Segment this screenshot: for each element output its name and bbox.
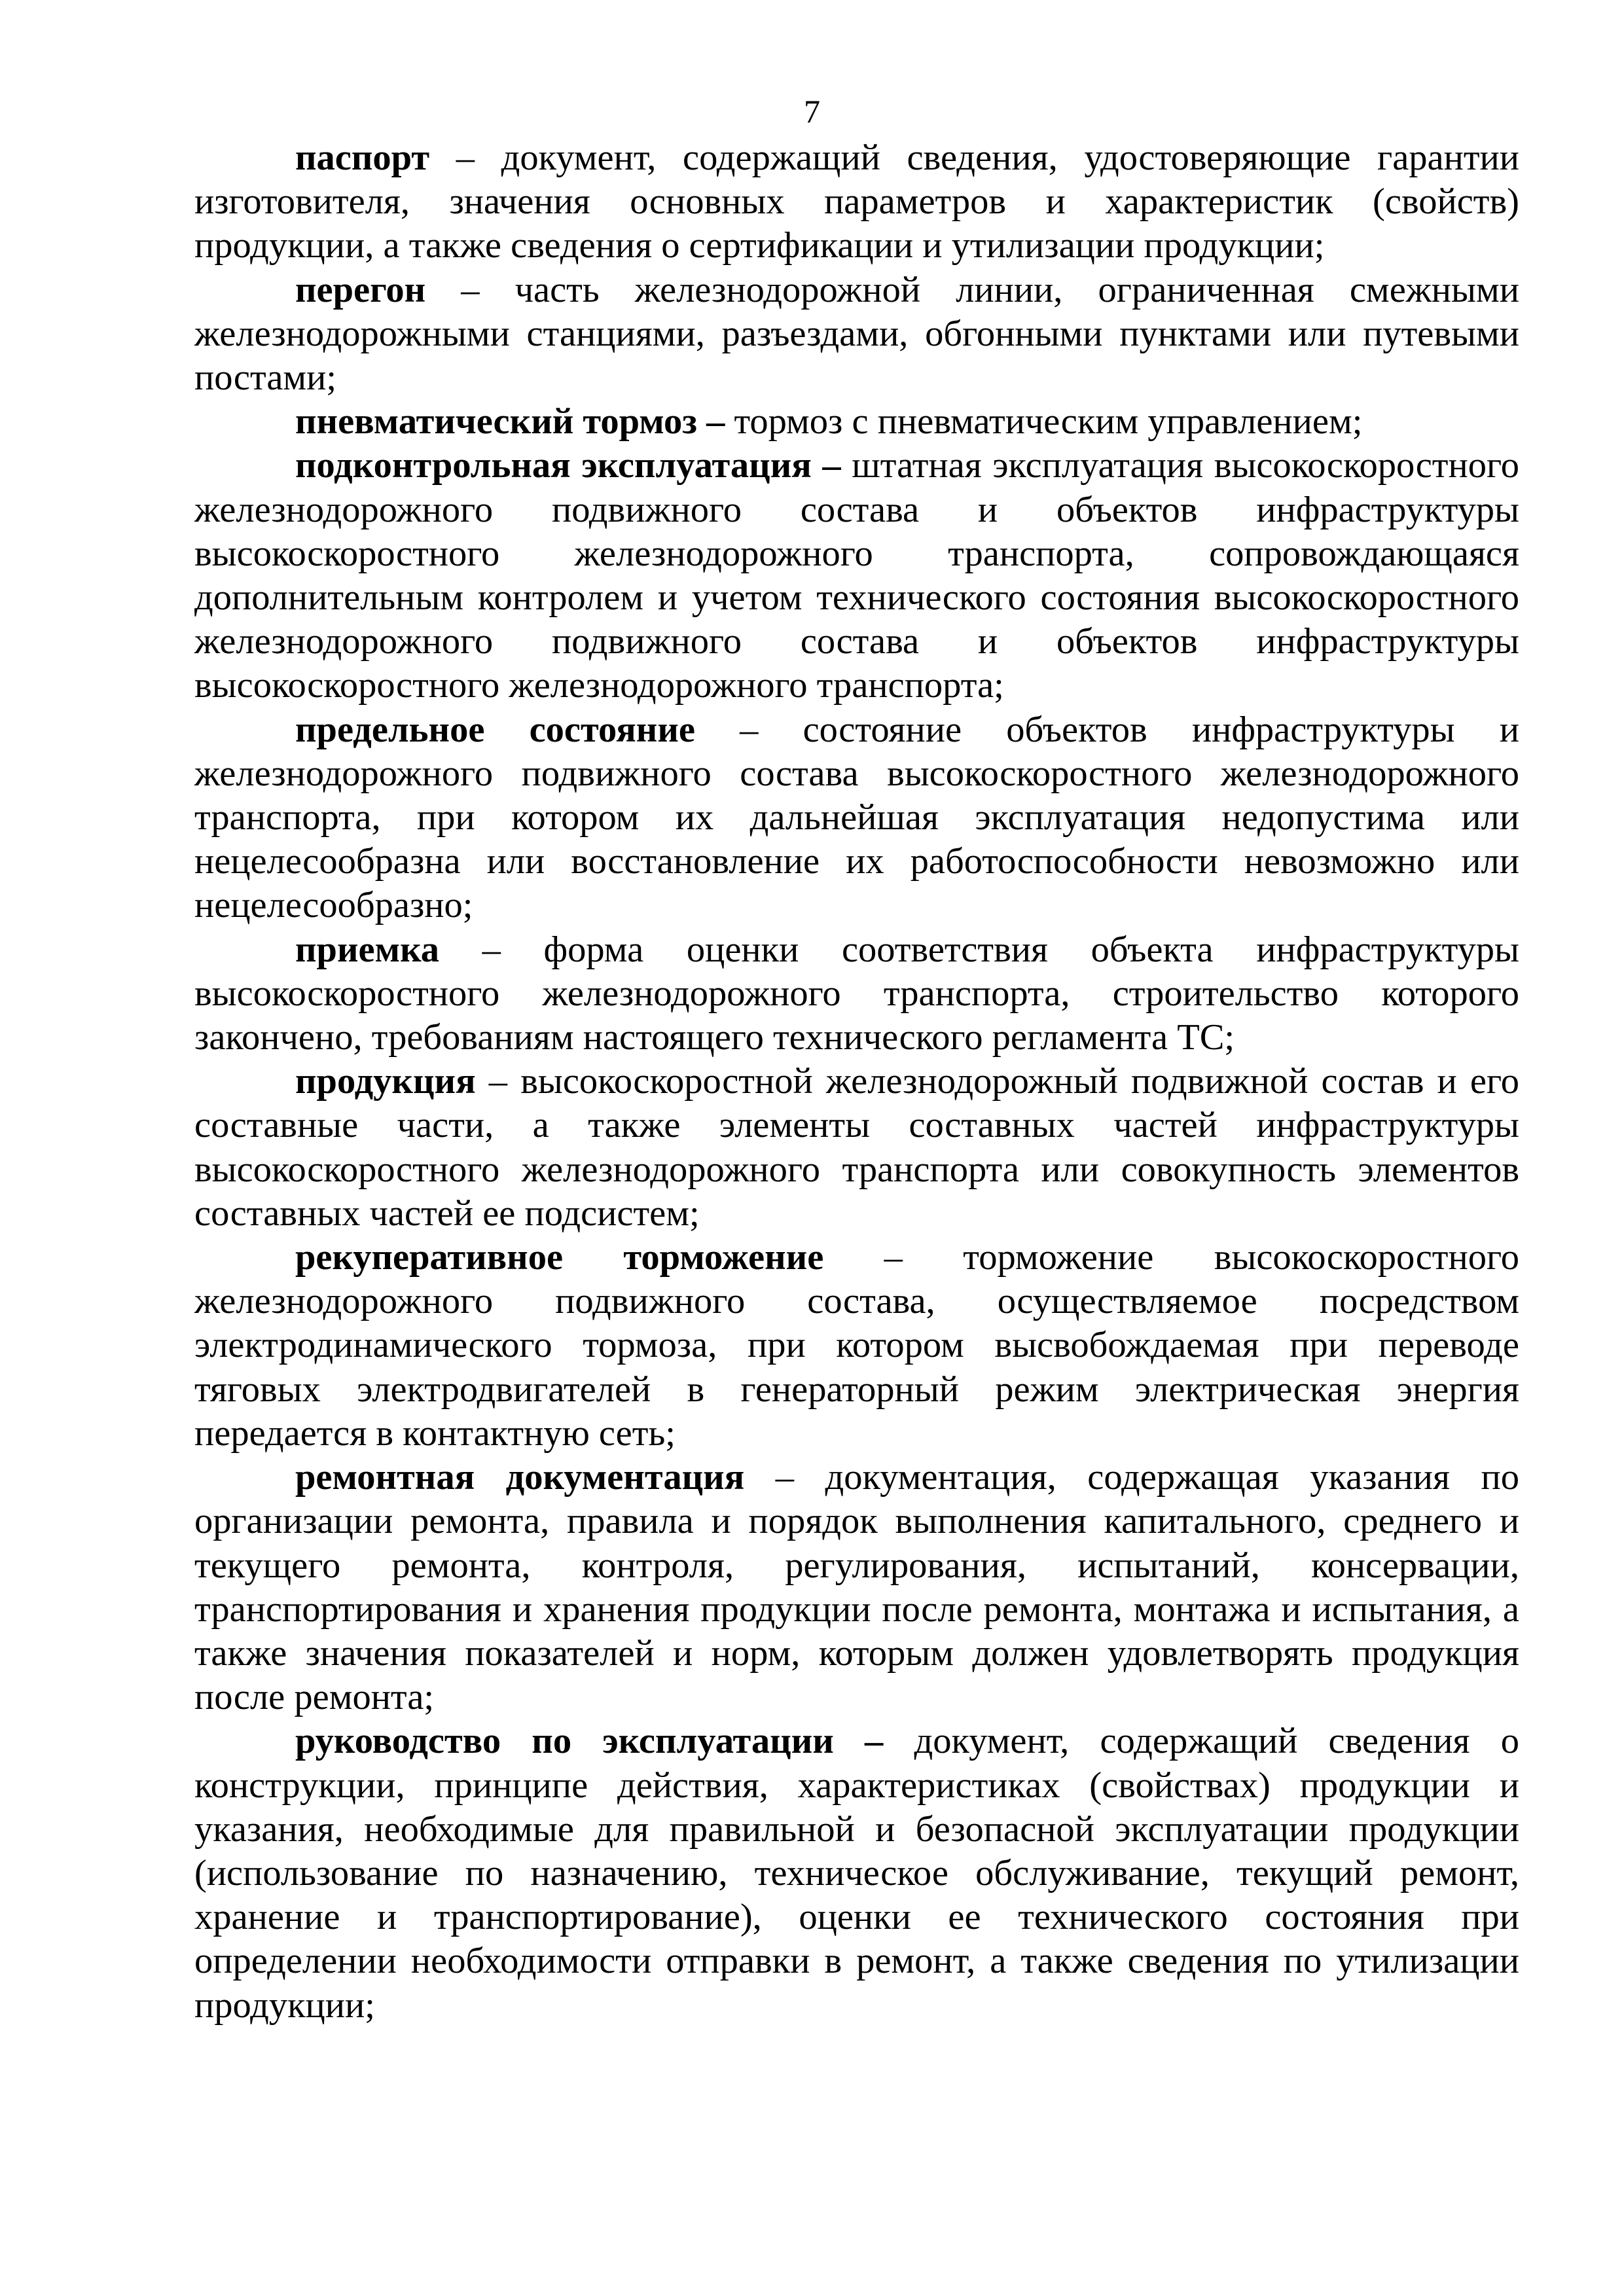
definition-text: – форма оценки соответствия объекта инфраструктуры высокоскоростного железнодорожного транспорта, строительство которого закончено, требованиям настоящего технического регламента ТС;	[194, 929, 1519, 1058]
term: перегон	[295, 269, 426, 310]
page-number: 7	[804, 93, 820, 130]
term: паспорт	[295, 137, 430, 178]
document-body	[194, 136, 1519, 2028]
definition-entry-passport	[194, 136, 1519, 268]
definition-text: тормоз с пневматическим управлением;	[725, 401, 1363, 442]
definition-entry-pneumatic-brake	[194, 400, 1519, 444]
definition-text: – часть железнодорожной линии, ограниченная смежными железнодорожными станциями, разъездами, обгонными пунктами или путевыми постами;	[194, 269, 1519, 399]
definition-entry-repair-documentation	[194, 1456, 1519, 1719]
term: приемка	[295, 929, 440, 970]
definition-entry-operating-manual	[194, 1719, 1519, 2027]
definition-entry-products	[194, 1060, 1519, 1236]
definition-text: – документация, содержащая указания по организации ремонта, правила и порядок выполнения капитального, среднего и текущего ремонта, контроля, регулирования, испытаний, консервации, транспортирования и хранения продукции после ремонта, монтажа и испытания, а также значения показателей и норм, которым должен удовлетворять продукция после ремонта;	[194, 1457, 1519, 1718]
term: ремонтная документация	[295, 1457, 745, 1498]
term: руководство по эксплуатации –	[295, 1721, 884, 1762]
definition-text: – состояние объектов инфраструктуры и железнодорожного подвижного состава высокоскоростного железнодорожного транспорта, при котором их дальнейшая эксплуатация недопустима или нецелесообразна или восстановление их работоспособности невозможно или нецелесообразно;	[194, 709, 1520, 926]
definition-entry-limit-state	[194, 708, 1519, 928]
definition-text: – торможение высокоскоростного железнодорожного подвижного состава, осуществляемое посредством электродинамического тормоза, при котором высвобождаемая при переводе тяговых электродвигателей в генераторный режим электрическая энергия передается в контактную сеть;	[194, 1237, 1519, 1454]
term: пневматический тормоз –	[295, 401, 725, 442]
definition-entry-acceptance	[194, 928, 1519, 1060]
definition-text: – документ, содержащий сведения, удостоверяющие гарантии изготовителя, значения основных параметров и характеристик (свойств) продукции, а также сведения о сертификации и утилизации продукции;	[194, 137, 1519, 266]
definition-entry-controlled-operation	[194, 444, 1519, 708]
term: предельное состояние	[295, 709, 695, 750]
definition-text: – высокоскоростной железнодорожный подвижной состав и его составные части, а также элементы составных частей инфраструктуры высокоскоростного железнодорожного транспорта или совокупность элементов составных частей ее подсистем;	[194, 1061, 1519, 1234]
definition-text: штатная эксплуатация высокоскоростного железнодорожного подвижного состава и объектов инфраструктуры высокоскоростного железнодорожного транспорта, сопровождающаяся дополнительным контролем и учетом технического состояния высокоскоростного железнодорожного подвижного состава и объектов инфраструктуры высокоскоростного железнодорожного транспорта;	[194, 445, 1519, 706]
term: продукция	[295, 1061, 476, 1102]
definition-entry-peregon	[194, 268, 1519, 401]
definition-entry-regenerative-braking	[194, 1236, 1519, 1456]
term: рекуперативное торможение	[295, 1237, 824, 1278]
definition-text: документ, содержащий сведения о конструкции, принципе действия, характеристиках (свойствах) продукции и указания, необходимые для правильной и безопасной эксплуатации продукции (использование по назначению, техническое обслуживание, текущий ремонт, хранение и транспортирование), оценки ее технического состояния при определении необходимости отправки в ремонт, а также сведения по утилизации продукции;	[194, 1721, 1519, 2026]
term: подконтрольная эксплуатация –	[295, 445, 841, 486]
